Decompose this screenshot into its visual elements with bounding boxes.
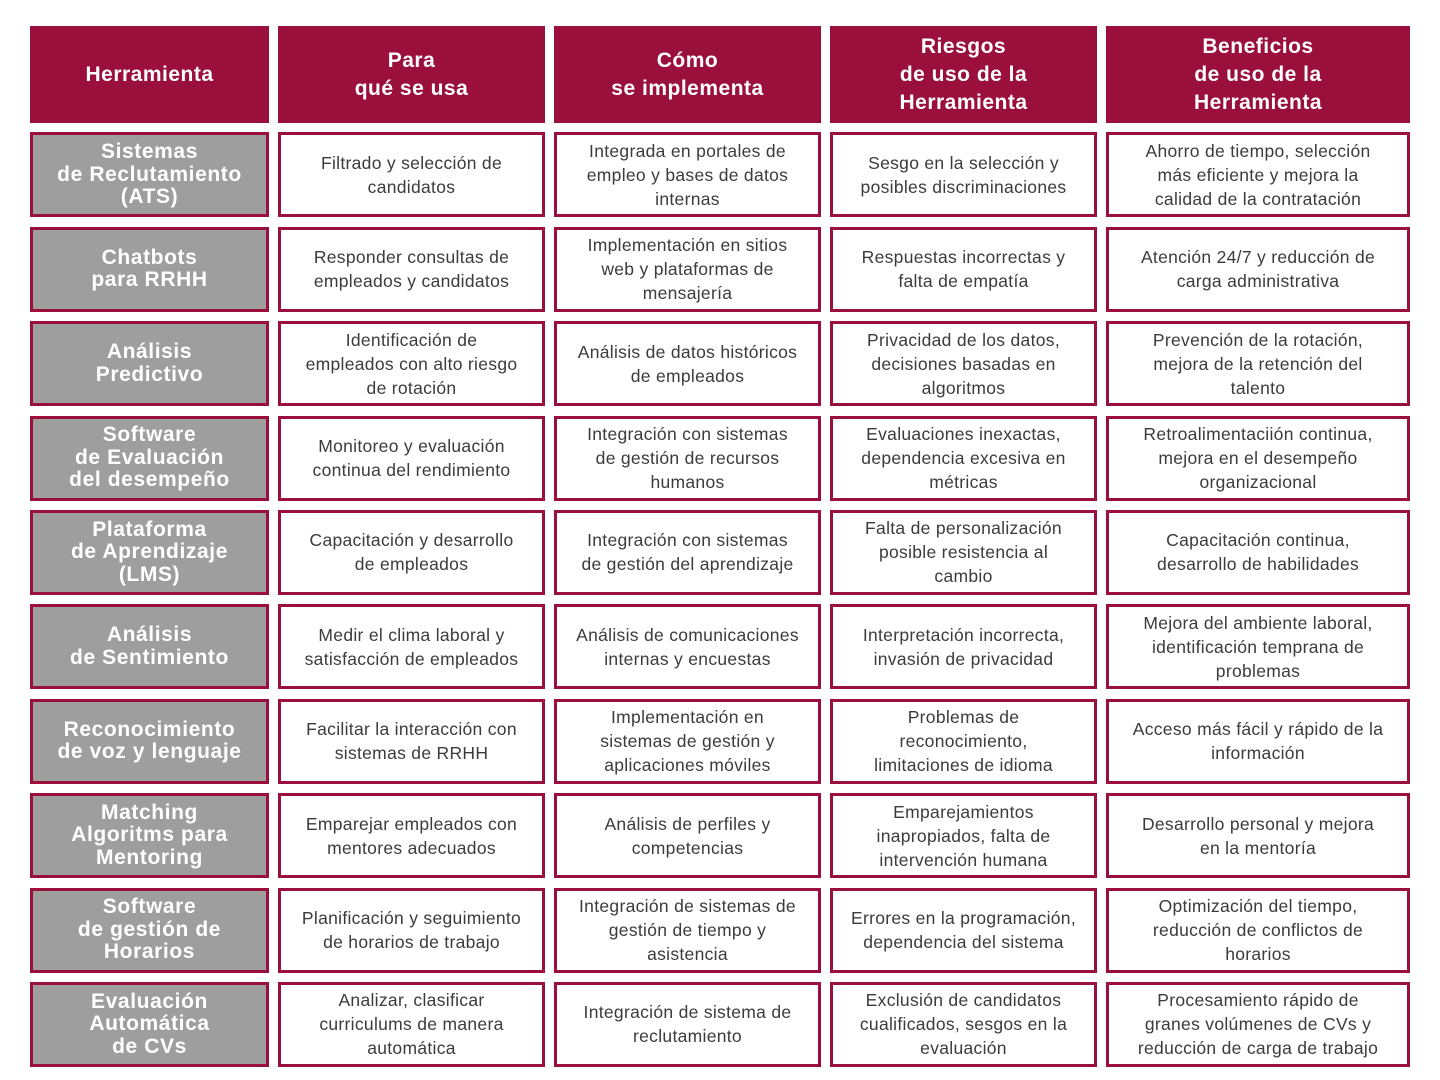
- cell-text: Análisis de datos históricos de empleados: [577, 341, 798, 386]
- cell-text: Facilitar la interacción con sistemas de RRHH: [306, 719, 517, 764]
- cell-text: Emparejamientos inapropiados, falta de intervención humana: [876, 801, 1051, 870]
- implementation-cell: [554, 321, 821, 406]
- cell-text: Filtrado y selección de candidatos: [320, 152, 502, 197]
- tool-name-cell: [30, 604, 269, 689]
- cell-text: Implementación en sitios web y plataformas de mensajería: [587, 235, 788, 304]
- benefits-cell: [1106, 321, 1410, 406]
- header-herramienta: [30, 26, 269, 123]
- hr-tools-table: [30, 26, 1410, 1067]
- cell-text: Sesgo en la selección y posibles discriminaciones: [860, 152, 1067, 197]
- cell-text: Planificación y seguimiento de horarios de trabajo: [301, 908, 522, 953]
- benefits-cell: [1106, 416, 1410, 501]
- purpose-cell: [278, 982, 545, 1067]
- cell-text: Evaluación Automática de CVs: [89, 989, 210, 1058]
- risks-cell: [830, 699, 1097, 784]
- risks-cell: [830, 510, 1097, 595]
- header-label: Para qué se usa: [354, 48, 469, 100]
- cell-text: Matching Algoritms para Mentoring: [71, 800, 228, 869]
- tool-name-cell: [30, 416, 269, 501]
- purpose-cell: [278, 416, 545, 501]
- tool-name-cell: [30, 321, 269, 406]
- cell-text: Monitoreo y evaluación continua del rendimiento: [312, 436, 511, 481]
- cell-text: Análisis de comunicaciones internas y encuestas: [576, 624, 799, 669]
- cell-text: Capacitación y desarrollo de empleados: [309, 530, 514, 575]
- cell-text: Sistemas de Reclutamiento (ATS): [57, 140, 242, 209]
- cell-text: Capacitación continua, desarrollo de habilidades: [1156, 530, 1360, 575]
- risks-cell: [830, 321, 1097, 406]
- cell-text: Chatbots para RRHH: [91, 245, 208, 292]
- tool-name-cell: [30, 793, 269, 878]
- header-beneficios: [1106, 26, 1410, 123]
- benefits-cell: [1106, 510, 1410, 595]
- implementation-cell: [554, 132, 821, 217]
- cell-text: Software de gestión de Horarios: [77, 895, 222, 964]
- cell-text: Análisis de Sentimiento: [70, 623, 229, 669]
- implementation-cell: [554, 982, 821, 1067]
- cell-text: Integración con sistemas de gestión de recursos humanos: [587, 424, 788, 493]
- cell-text: Analizar, clasificar curriculums de manera automática: [319, 990, 504, 1059]
- cell-text: Software de Evaluación del desempeño: [69, 423, 230, 492]
- cell-text: Mejora del ambiente laboral, identificación temprana de problemas: [1143, 612, 1373, 681]
- header-riesgos: [830, 26, 1097, 123]
- benefits-cell: [1106, 227, 1410, 312]
- cell-text: Procesamiento rápido de granes volúmenes de CVs y reducción de carga de trabajo: [1137, 990, 1379, 1059]
- risks-cell: [830, 416, 1097, 501]
- cell-text: Análisis Predictivo: [95, 340, 204, 386]
- purpose-cell: [278, 510, 545, 595]
- risks-cell: [830, 982, 1097, 1067]
- implementation-cell: [554, 510, 821, 595]
- cell-text: Evaluaciones inexactas, dependencia excesiva en métricas: [861, 424, 1066, 493]
- cell-text: Respuestas incorrectas y falta de empatía: [861, 247, 1066, 292]
- cell-text: Retroalimentaciión continua, mejora en el desempeño organizacional: [1143, 424, 1373, 493]
- cell-text: Plataforma de Aprendizaje (LMS): [71, 517, 228, 586]
- cell-text: Emparejar empleados con mentores adecuados: [305, 813, 518, 858]
- tool-name-cell: [30, 510, 269, 595]
- header-como-se-implementa: [554, 26, 821, 123]
- benefits-cell: [1106, 982, 1410, 1067]
- purpose-cell: [278, 321, 545, 406]
- cell-text: Acceso más fácil y rápido de la información: [1132, 719, 1384, 764]
- benefits-cell: [1106, 888, 1410, 973]
- benefits-cell: [1106, 604, 1410, 689]
- header-para-que-se-usa: [278, 26, 545, 123]
- implementation-cell: [554, 699, 821, 784]
- cell-text: Identificación de empleados con alto riesgo de rotación: [305, 329, 518, 398]
- implementation-cell: [554, 888, 821, 973]
- header-label: Herramienta: [85, 62, 214, 86]
- cell-text: Integración con sistemas de gestión del aprendizaje: [581, 530, 794, 575]
- purpose-cell: [278, 604, 545, 689]
- cell-text: Optimización del tiempo, reducción de conflictos de horarios: [1152, 896, 1364, 965]
- implementation-cell: [554, 416, 821, 501]
- cell-text: Falta de personalización posible resistencia al cambio: [865, 518, 1062, 587]
- cell-text: Reconocimiento de voz y lenguaje: [57, 717, 242, 764]
- tool-name-cell: [30, 699, 269, 784]
- risks-cell: [830, 604, 1097, 689]
- implementation-cell: [554, 604, 821, 689]
- implementation-cell: [554, 793, 821, 878]
- risks-cell: [830, 888, 1097, 973]
- tool-name-cell: [30, 132, 269, 217]
- purpose-cell: [278, 227, 545, 312]
- tool-name-cell: [30, 888, 269, 973]
- benefits-cell: [1106, 132, 1410, 217]
- cell-text: Integración de sistemas de gestión de tiempo y asistencia: [579, 896, 796, 965]
- cell-text: Exclusión de candidatos cualificados, sesgos en la evaluación: [859, 990, 1068, 1059]
- benefits-cell: [1106, 699, 1410, 784]
- tool-name-cell: [30, 227, 269, 312]
- cell-text: Interpretación incorrecta, invasión de privacidad: [862, 624, 1065, 669]
- header-label: Beneficios de uso de la Herramienta: [1193, 34, 1323, 114]
- purpose-cell: [278, 699, 545, 784]
- cell-text: Privacidad de los datos, decisiones basadas en algoritmos: [866, 329, 1060, 398]
- header-label: Cómo se implementa: [611, 48, 764, 100]
- header-label: Riesgos de uso de la Herramienta: [899, 34, 1028, 114]
- cell-text: Integración de sistema de reclutamiento: [583, 1002, 792, 1047]
- risks-cell: [830, 132, 1097, 217]
- purpose-cell: [278, 793, 545, 878]
- cell-text: Errores en la programación, dependencia del sistema: [850, 908, 1076, 953]
- cell-text: Atención 24/7 y reducción de carga administrativa: [1140, 247, 1376, 292]
- cell-text: Integrada en portales de empleo y bases de datos internas: [586, 140, 789, 209]
- benefits-cell: [1106, 793, 1410, 878]
- cell-text: Prevención de la rotación, mejora de la retención del talento: [1152, 329, 1364, 398]
- cell-text: Problemas de reconocimiento, limitaciones de idioma: [874, 707, 1053, 776]
- cell-text: Medir el clima laboral y satisfacción de empleados: [304, 624, 519, 669]
- risks-cell: [830, 227, 1097, 312]
- cell-text: Responder consultas de empleados y candidatos: [313, 247, 510, 292]
- cell-text: Ahorro de tiempo, selección más eficiente y mejora la calidad de la contratación: [1145, 140, 1371, 209]
- tool-name-cell: [30, 982, 269, 1067]
- cell-text: Análisis de perfiles y competencias: [604, 813, 771, 858]
- risks-cell: [830, 793, 1097, 878]
- implementation-cell: [554, 227, 821, 312]
- purpose-cell: [278, 132, 545, 217]
- cell-text: Implementación en sistemas de gestión y aplicaciones móviles: [600, 707, 775, 776]
- cell-text: Desarrollo personal y mejora en la mentoría: [1141, 813, 1375, 858]
- purpose-cell: [278, 888, 545, 973]
